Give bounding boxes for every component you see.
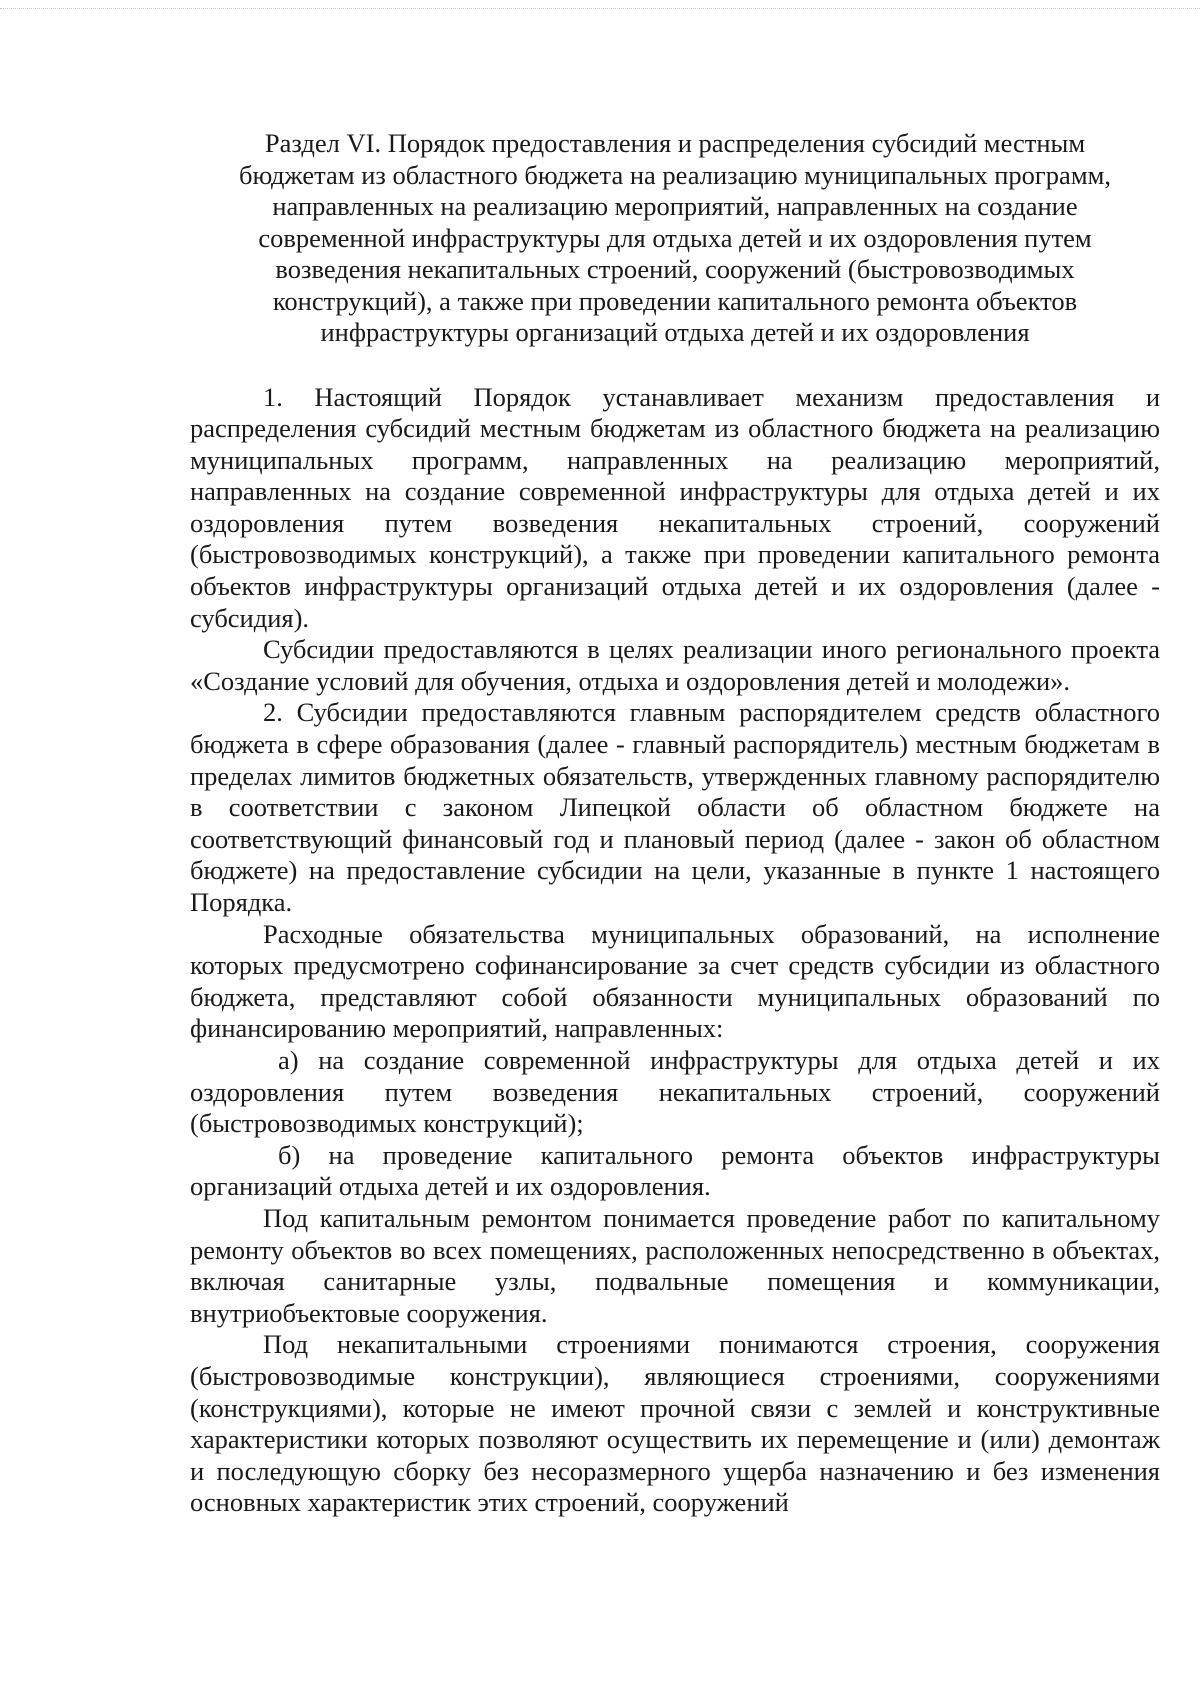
paragraph-noncapital-definition: Под некапитальными строениями понимаются строения, сооружения (быстровозводимые конструкции), являющиеся строениями, сооружениями (конструкциями), которые не имеют прочной связи с землей и конструктивные характеристики которых позволяют осуществить их перемещение и (или) демонтаж и последующую сборку без несоразмерного ущерба назначению и без изменения основных характеристик этих строений, сооружений xyxy=(190,1329,1160,1518)
paragraph-2: 2. Субсидии предоставляются главным распорядителем средств областного бюджета в сфере образования (далее - главный распорядитель) местным бюджетам в пределах лимитов бюджетных обязательств, утвержденных главному распорядителю в соответствии с законом Липецкой области об областном бюджете на соответствующий финансовый год и плановый период (далее - закон об областном бюджете) на предоставление субсидии на цели, указанные в пункте 1 настоящего Порядка. xyxy=(190,697,1160,917)
heading-line: бюджетам из областного бюджета на реализацию муниципальных программ, xyxy=(239,159,1111,190)
heading-line: современной инфраструктуры для отдыха детей и их оздоровления путем xyxy=(258,222,1092,253)
scan-edge-line xyxy=(0,8,1200,9)
heading-line: инфраструктуры организаций отдыха детей и их оздоровления xyxy=(320,317,1030,347)
section-heading xyxy=(190,128,1160,349)
heading-line: Раздел VI. Порядок предоставления и распределения субсидий местным xyxy=(264,128,1086,158)
document-page xyxy=(190,128,1160,1519)
heading-line: возведения некапитальных строений, сооружений (быстровозводимых xyxy=(275,254,1075,284)
paragraph-1: 1. Настоящий Порядок устанавливает механизм предоставления и распределения субсидий местным бюджетам из областного бюджета на реализацию муниципальных программ, направленных на реализацию мероприятий, направленных на создание современной инфраструктуры для отдыха детей и их оздоровления путем возведения некапитальных строений, сооружений (быстровозводимых конструкций), а также при проведении капитального ремонта объектов инфраструктуры организаций отдыха детей и их оздоровления (далее - субсидия). xyxy=(190,381,1160,633)
paragraph-capital-repair-definition: Под капитальным ремонтом понимается проведение работ по капитальному ремонту объектов во всех помещениях, расположенных непосредственно в объектах, включая санитарные узлы, подвальные помещения и коммуникации, внутриобъектовые сооружения. xyxy=(190,1202,1160,1328)
list-item-a: а) на создание современной инфраструктуры для отдыха детей и их оздоровления путем возведения некапитальных строений, сооружений (быстровозводимых конструкций); xyxy=(190,1044,1160,1139)
list-item-b: б) на проведение капитального ремонта объектов инфраструктуры организаций отдыха детей и их оздоровления. xyxy=(190,1139,1160,1202)
heading-line: направленных на реализацию мероприятий, направленных на создание xyxy=(272,191,1078,221)
paragraph-subsidy-purpose: Субсидии предоставляются в целях реализации иного регионального проекта «Создание условий для обучения, отдыха и оздоровления детей и молодежи». xyxy=(190,634,1160,696)
paragraph-obligations: Расходные обязательства муниципальных образований, на исполнение которых предусмотрено софинансирование за счет средств субсидии из областного бюджета, представляют собой обязанности муниципальных образований по финансированию мероприятий, направленных: xyxy=(190,918,1160,1044)
heading-line: конструкций), а также при проведении капитального ремонта объектов xyxy=(272,285,1078,316)
